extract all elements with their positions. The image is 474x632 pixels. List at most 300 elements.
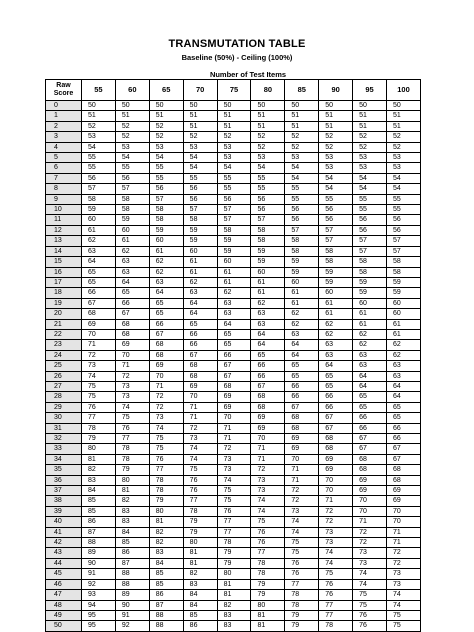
transmuted-grade-cell: 80 bbox=[149, 506, 183, 516]
transmuted-grade-cell: 54 bbox=[285, 163, 319, 173]
transmuted-grade-cell: 57 bbox=[183, 205, 217, 215]
transmuted-grade-cell: 51 bbox=[251, 111, 285, 121]
transmuted-grade-cell: 74 bbox=[115, 402, 149, 412]
transmuted-grade-cell: 76 bbox=[353, 610, 387, 620]
transmuted-grade-cell: 60 bbox=[387, 298, 421, 308]
transmuted-grade-cell: 76 bbox=[251, 527, 285, 537]
raw-score-cell: 7 bbox=[46, 173, 82, 183]
item-count-header: 60 bbox=[115, 80, 149, 101]
transmuted-grade-cell: 74 bbox=[82, 371, 116, 381]
transmuted-grade-cell: 63 bbox=[319, 350, 353, 360]
table-row bbox=[46, 371, 421, 381]
transmuted-grade-cell: 65 bbox=[387, 402, 421, 412]
table-row bbox=[46, 579, 421, 589]
transmuted-grade-cell: 74 bbox=[319, 548, 353, 558]
raw-score-cell: 3 bbox=[46, 132, 82, 142]
raw-score-cell: 42 bbox=[46, 538, 82, 548]
transmuted-grade-cell: 76 bbox=[217, 506, 251, 516]
transmuted-grade-cell: 55 bbox=[217, 184, 251, 194]
transmuted-grade-cell: 69 bbox=[319, 454, 353, 464]
transmuted-grade-cell: 69 bbox=[217, 402, 251, 412]
table-row bbox=[46, 610, 421, 620]
transmuted-grade-cell: 69 bbox=[353, 486, 387, 496]
transmuted-grade-cell: 60 bbox=[82, 215, 116, 225]
transmuted-grade-cell: 59 bbox=[387, 277, 421, 287]
transmuted-grade-cell: 81 bbox=[149, 517, 183, 527]
table-row bbox=[46, 465, 421, 475]
transmuted-grade-cell: 55 bbox=[353, 205, 387, 215]
transmuted-grade-cell: 75 bbox=[149, 444, 183, 454]
transmuted-grade-cell: 74 bbox=[285, 527, 319, 537]
raw-score-cell: 38 bbox=[46, 496, 82, 506]
raw-score-cell: 2 bbox=[46, 121, 82, 131]
transmuted-grade-cell: 51 bbox=[319, 121, 353, 131]
transmuted-grade-cell: 54 bbox=[251, 163, 285, 173]
transmuted-grade-cell: 85 bbox=[183, 610, 217, 620]
transmuted-grade-cell: 51 bbox=[115, 111, 149, 121]
transmuted-grade-cell: 76 bbox=[285, 558, 319, 568]
transmuted-grade-cell: 66 bbox=[251, 371, 285, 381]
transmuted-grade-cell: 68 bbox=[285, 423, 319, 433]
transmuted-grade-cell: 77 bbox=[319, 610, 353, 620]
transmuted-grade-cell: 88 bbox=[115, 579, 149, 589]
transmuted-grade-cell: 66 bbox=[82, 288, 116, 298]
transmuted-grade-cell: 71 bbox=[387, 527, 421, 537]
transmuted-grade-cell: 52 bbox=[319, 132, 353, 142]
transmuted-grade-cell: 75 bbox=[149, 434, 183, 444]
transmuted-grade-cell: 63 bbox=[319, 340, 353, 350]
transmuted-grade-cell: 75 bbox=[82, 392, 116, 402]
transmuted-grade-cell: 68 bbox=[387, 465, 421, 475]
transmuted-grade-cell: 67 bbox=[115, 309, 149, 319]
transmuted-grade-cell: 72 bbox=[217, 444, 251, 454]
transmuted-grade-cell: 62 bbox=[183, 277, 217, 287]
transmuted-grade-cell: 57 bbox=[115, 184, 149, 194]
transmuted-grade-cell: 63 bbox=[353, 361, 387, 371]
transmuted-grade-cell: 81 bbox=[217, 579, 251, 589]
table-row bbox=[46, 153, 421, 163]
transmuted-grade-cell: 75 bbox=[387, 610, 421, 620]
transmuted-grade-cell: 68 bbox=[183, 371, 217, 381]
raw-score-cell: 4 bbox=[46, 142, 82, 152]
transmuted-grade-cell: 57 bbox=[387, 246, 421, 256]
transmuted-grade-cell: 70 bbox=[251, 434, 285, 444]
transmuted-grade-cell: 78 bbox=[115, 454, 149, 464]
transmuted-grade-cell: 60 bbox=[387, 309, 421, 319]
transmuted-grade-cell: 62 bbox=[387, 340, 421, 350]
transmuted-grade-cell: 78 bbox=[149, 486, 183, 496]
transmuted-grade-cell: 52 bbox=[115, 132, 149, 142]
transmuted-grade-cell: 64 bbox=[285, 340, 319, 350]
table-row bbox=[46, 246, 421, 256]
transmuted-grade-cell: 64 bbox=[217, 319, 251, 329]
transmuted-grade-cell: 53 bbox=[183, 142, 217, 152]
transmuted-grade-cell: 81 bbox=[115, 486, 149, 496]
table-row bbox=[46, 121, 421, 131]
transmuted-grade-cell: 88 bbox=[149, 621, 183, 631]
transmuted-grade-cell: 62 bbox=[353, 329, 387, 339]
raw-score-cell: 6 bbox=[46, 163, 82, 173]
transmuted-grade-cell: 68 bbox=[387, 475, 421, 485]
transmuted-grade-cell: 67 bbox=[217, 371, 251, 381]
raw-score-cell: 26 bbox=[46, 371, 82, 381]
transmuted-grade-cell: 84 bbox=[149, 558, 183, 568]
table-row bbox=[46, 381, 421, 391]
transmuted-grade-cell: 56 bbox=[149, 184, 183, 194]
transmuted-grade-cell: 76 bbox=[115, 423, 149, 433]
table-row bbox=[46, 413, 421, 423]
table-row bbox=[46, 590, 421, 600]
transmuted-grade-cell: 62 bbox=[149, 257, 183, 267]
transmuted-grade-cell: 72 bbox=[319, 517, 353, 527]
transmuted-grade-cell: 69 bbox=[251, 413, 285, 423]
transmuted-grade-cell: 63 bbox=[149, 277, 183, 287]
transmuted-grade-cell: 79 bbox=[115, 465, 149, 475]
transmuted-grade-cell: 71 bbox=[387, 538, 421, 548]
table-row bbox=[46, 486, 421, 496]
raw-score-cell: 25 bbox=[46, 361, 82, 371]
transmuted-grade-cell: 69 bbox=[149, 361, 183, 371]
transmuted-grade-cell: 70 bbox=[149, 371, 183, 381]
transmuted-grade-cell: 69 bbox=[285, 434, 319, 444]
transmuted-grade-cell: 78 bbox=[82, 423, 116, 433]
transmuted-grade-cell: 74 bbox=[217, 475, 251, 485]
transmuted-grade-cell: 85 bbox=[115, 538, 149, 548]
transmuted-grade-cell: 66 bbox=[353, 423, 387, 433]
transmuted-grade-cell: 61 bbox=[183, 257, 217, 267]
transmuted-grade-cell: 90 bbox=[115, 600, 149, 610]
transmuted-grade-cell: 56 bbox=[115, 173, 149, 183]
transmuted-grade-cell: 55 bbox=[251, 173, 285, 183]
transmuted-grade-cell: 63 bbox=[251, 309, 285, 319]
transmuted-grade-cell: 51 bbox=[82, 111, 116, 121]
raw-score-cell: 24 bbox=[46, 350, 82, 360]
transmuted-grade-cell: 72 bbox=[285, 486, 319, 496]
transmuted-grade-cell: 76 bbox=[319, 579, 353, 589]
transmuted-grade-cell: 66 bbox=[319, 392, 353, 402]
transmuted-grade-cell: 69 bbox=[115, 340, 149, 350]
transmuted-grade-cell: 70 bbox=[387, 517, 421, 527]
transmuted-grade-cell: 59 bbox=[353, 277, 387, 287]
transmuted-grade-cell: 75 bbox=[387, 621, 421, 631]
transmuted-grade-cell: 75 bbox=[285, 548, 319, 558]
table-row bbox=[46, 558, 421, 568]
transmuted-grade-cell: 73 bbox=[285, 506, 319, 516]
transmuted-grade-cell: 72 bbox=[82, 350, 116, 360]
table-row bbox=[46, 288, 421, 298]
transmuted-grade-cell: 51 bbox=[183, 111, 217, 121]
transmuted-grade-cell: 85 bbox=[82, 506, 116, 516]
transmuted-grade-cell: 75 bbox=[82, 381, 116, 391]
transmuted-grade-cell: 68 bbox=[353, 454, 387, 464]
raw-score-cell: 23 bbox=[46, 340, 82, 350]
table-row bbox=[46, 434, 421, 444]
transmuted-grade-cell: 82 bbox=[115, 496, 149, 506]
raw-score-cell: 48 bbox=[46, 600, 82, 610]
transmuted-grade-cell: 75 bbox=[319, 569, 353, 579]
transmuted-grade-cell: 72 bbox=[183, 423, 217, 433]
transmuted-grade-cell: 73 bbox=[115, 392, 149, 402]
transmuted-grade-cell: 56 bbox=[217, 194, 251, 204]
raw-score-cell: 9 bbox=[46, 194, 82, 204]
transmuted-grade-cell: 55 bbox=[353, 194, 387, 204]
transmuted-grade-cell: 61 bbox=[217, 267, 251, 277]
transmuted-grade-cell: 60 bbox=[217, 257, 251, 267]
transmuted-grade-cell: 73 bbox=[353, 558, 387, 568]
transmuted-grade-cell: 52 bbox=[285, 142, 319, 152]
raw-score-cell: 47 bbox=[46, 590, 82, 600]
table-row bbox=[46, 215, 421, 225]
transmuted-grade-cell: 56 bbox=[251, 205, 285, 215]
transmuted-grade-cell: 84 bbox=[183, 600, 217, 610]
transmuted-grade-cell: 65 bbox=[149, 298, 183, 308]
transmuted-grade-cell: 59 bbox=[285, 257, 319, 267]
transmuted-grade-cell: 56 bbox=[353, 225, 387, 235]
table-row bbox=[46, 329, 421, 339]
transmuted-grade-cell: 50 bbox=[183, 101, 217, 111]
transmuted-grade-cell: 53 bbox=[217, 142, 251, 152]
item-count-header: 95 bbox=[353, 80, 387, 101]
table-row bbox=[46, 454, 421, 464]
transmuted-grade-cell: 60 bbox=[285, 277, 319, 287]
transmuted-grade-cell: 82 bbox=[149, 538, 183, 548]
transmuted-grade-cell: 78 bbox=[115, 444, 149, 454]
transmuted-grade-cell: 63 bbox=[115, 267, 149, 277]
transmuted-grade-cell: 62 bbox=[149, 267, 183, 277]
transmuted-grade-cell: 56 bbox=[285, 205, 319, 215]
transmuted-grade-cell: 61 bbox=[285, 298, 319, 308]
transmuted-grade-cell: 78 bbox=[285, 590, 319, 600]
transmuted-grade-cell: 84 bbox=[115, 527, 149, 537]
transmuted-grade-cell: 56 bbox=[319, 205, 353, 215]
transmuted-grade-cell: 55 bbox=[115, 163, 149, 173]
raw-score-cell: 1 bbox=[46, 111, 82, 121]
transmuted-grade-cell: 72 bbox=[387, 548, 421, 558]
transmuted-grade-cell: 71 bbox=[285, 475, 319, 485]
transmuted-grade-cell: 87 bbox=[82, 527, 116, 537]
transmuted-grade-cell: 57 bbox=[387, 236, 421, 246]
transmuted-grade-cell: 61 bbox=[387, 319, 421, 329]
document-title: TRANSMUTATION TABLE bbox=[168, 38, 306, 50]
transmuted-grade-cell: 74 bbox=[387, 590, 421, 600]
transmuted-grade-cell: 81 bbox=[183, 558, 217, 568]
transmuted-grade-cell: 61 bbox=[115, 236, 149, 246]
transmuted-grade-cell: 91 bbox=[115, 610, 149, 620]
raw-score-cell: 40 bbox=[46, 517, 82, 527]
transmuted-grade-cell: 66 bbox=[217, 350, 251, 360]
transmuted-grade-cell: 70 bbox=[387, 506, 421, 516]
transmuted-grade-cell: 67 bbox=[387, 454, 421, 464]
transmuted-grade-cell: 78 bbox=[285, 600, 319, 610]
transmuted-grade-cell: 65 bbox=[217, 340, 251, 350]
transmuted-grade-cell: 69 bbox=[387, 486, 421, 496]
transmuted-grade-cell: 69 bbox=[251, 423, 285, 433]
transmuted-grade-cell: 77 bbox=[319, 600, 353, 610]
transmuted-grade-cell: 76 bbox=[149, 454, 183, 464]
transmuted-grade-cell: 80 bbox=[115, 475, 149, 485]
transmuted-grade-cell: 57 bbox=[319, 225, 353, 235]
transmuted-grade-cell: 53 bbox=[387, 153, 421, 163]
transmuted-grade-cell: 58 bbox=[251, 236, 285, 246]
transmuted-grade-cell: 57 bbox=[251, 215, 285, 225]
table-row bbox=[46, 205, 421, 215]
transmuted-grade-cell: 54 bbox=[353, 184, 387, 194]
transmuted-grade-cell: 51 bbox=[217, 121, 251, 131]
transmuted-grade-cell: 64 bbox=[149, 288, 183, 298]
transmuted-grade-cell: 55 bbox=[82, 163, 116, 173]
raw-score-cell: 15 bbox=[46, 257, 82, 267]
transmuted-grade-cell: 58 bbox=[149, 215, 183, 225]
table-row bbox=[46, 402, 421, 412]
transmuted-grade-cell: 68 bbox=[319, 444, 353, 454]
transmuted-grade-cell: 57 bbox=[319, 236, 353, 246]
transmuted-grade-cell: 75 bbox=[115, 413, 149, 423]
raw-score-cell: 0 bbox=[46, 101, 82, 111]
transmuted-grade-cell: 71 bbox=[319, 496, 353, 506]
transmuted-grade-cell: 76 bbox=[251, 538, 285, 548]
raw-score-cell: 37 bbox=[46, 486, 82, 496]
transmuted-grade-cell: 62 bbox=[319, 319, 353, 329]
item-count-header: 85 bbox=[285, 80, 319, 101]
transmuted-grade-cell: 66 bbox=[353, 413, 387, 423]
raw-score-cell: 31 bbox=[46, 423, 82, 433]
table-row bbox=[46, 392, 421, 402]
transmuted-grade-cell: 63 bbox=[387, 361, 421, 371]
transmuted-grade-cell: 51 bbox=[387, 111, 421, 121]
transmuted-grade-cell: 70 bbox=[319, 486, 353, 496]
raw-score-cell: 12 bbox=[46, 225, 82, 235]
transmuted-grade-cell: 73 bbox=[387, 579, 421, 589]
transmuted-grade-cell: 53 bbox=[285, 153, 319, 163]
transmuted-grade-cell: 61 bbox=[387, 329, 421, 339]
table-row bbox=[46, 194, 421, 204]
transmuted-grade-cell: 79 bbox=[149, 496, 183, 506]
transmuted-grade-cell: 79 bbox=[285, 610, 319, 620]
transmuted-grade-cell: 62 bbox=[387, 350, 421, 360]
transmuted-grade-cell: 55 bbox=[183, 173, 217, 183]
transmuted-grade-cell: 59 bbox=[285, 267, 319, 277]
raw-score-cell: 16 bbox=[46, 267, 82, 277]
raw-score-cell: 14 bbox=[46, 246, 82, 256]
transmuted-grade-cell: 65 bbox=[82, 267, 116, 277]
raw-score-cell: 32 bbox=[46, 434, 82, 444]
transmuted-grade-cell: 81 bbox=[251, 610, 285, 620]
transmuted-grade-cell: 75 bbox=[217, 486, 251, 496]
transmuted-grade-cell: 50 bbox=[149, 101, 183, 111]
transmuted-grade-cell: 79 bbox=[183, 517, 217, 527]
transmuted-grade-cell: 69 bbox=[319, 465, 353, 475]
transmuted-grade-cell: 55 bbox=[217, 173, 251, 183]
transmuted-grade-cell: 73 bbox=[115, 381, 149, 391]
transmuted-grade-cell: 56 bbox=[183, 184, 217, 194]
transmuted-grade-cell: 78 bbox=[183, 506, 217, 516]
transmuted-grade-cell: 61 bbox=[285, 288, 319, 298]
transmuted-grade-cell: 82 bbox=[183, 569, 217, 579]
table-row bbox=[46, 142, 421, 152]
transmuted-grade-cell: 62 bbox=[319, 329, 353, 339]
raw-score-cell: 17 bbox=[46, 277, 82, 287]
transmuted-grade-cell: 56 bbox=[285, 215, 319, 225]
transmuted-grade-cell: 75 bbox=[183, 465, 217, 475]
transmuted-grade-cell: 67 bbox=[319, 413, 353, 423]
transmuted-grade-cell: 58 bbox=[353, 267, 387, 277]
transmuted-grade-cell: 58 bbox=[285, 236, 319, 246]
transmuted-grade-cell: 59 bbox=[115, 215, 149, 225]
transmuted-grade-cell: 68 bbox=[183, 361, 217, 371]
transmuted-grade-cell: 59 bbox=[319, 277, 353, 287]
transmuted-grade-cell: 60 bbox=[319, 288, 353, 298]
transmuted-grade-cell: 51 bbox=[319, 111, 353, 121]
table-row bbox=[46, 350, 421, 360]
table-row bbox=[46, 132, 421, 142]
transmuted-grade-cell: 50 bbox=[115, 101, 149, 111]
raw-score-cell: 28 bbox=[46, 392, 82, 402]
transmuted-grade-cell: 74 bbox=[149, 423, 183, 433]
transmuted-grade-cell: 58 bbox=[251, 225, 285, 235]
transmuted-grade-cell: 78 bbox=[149, 475, 183, 485]
transmuted-grade-cell: 77 bbox=[115, 434, 149, 444]
transmuted-grade-cell: 71 bbox=[251, 454, 285, 464]
table-row bbox=[46, 517, 421, 527]
transmuted-grade-cell: 76 bbox=[319, 590, 353, 600]
transmuted-grade-cell: 64 bbox=[387, 381, 421, 391]
transmuted-grade-cell: 50 bbox=[319, 101, 353, 111]
raw-score-cell: 36 bbox=[46, 475, 82, 485]
transmuted-grade-cell: 83 bbox=[115, 517, 149, 527]
raw-score-cell: 41 bbox=[46, 527, 82, 537]
transmuted-grade-cell: 71 bbox=[251, 444, 285, 454]
transmuted-grade-cell: 74 bbox=[251, 506, 285, 516]
transmuted-grade-cell: 53 bbox=[319, 153, 353, 163]
transmuted-grade-cell: 71 bbox=[183, 413, 217, 423]
transmuted-grade-cell: 77 bbox=[82, 413, 116, 423]
transmuted-grade-cell: 61 bbox=[183, 267, 217, 277]
transmuted-grade-cell: 79 bbox=[251, 590, 285, 600]
raw-score-cell: 33 bbox=[46, 444, 82, 454]
transmuted-grade-cell: 67 bbox=[285, 402, 319, 412]
transmuted-grade-cell: 72 bbox=[353, 538, 387, 548]
transmuted-grade-cell: 51 bbox=[217, 111, 251, 121]
transmuted-grade-cell: 93 bbox=[82, 590, 116, 600]
transmuted-grade-cell: 58 bbox=[115, 194, 149, 204]
item-count-header: 90 bbox=[319, 80, 353, 101]
transmuted-grade-cell: 72 bbox=[251, 465, 285, 475]
transmuted-grade-cell: 74 bbox=[387, 600, 421, 610]
transmuted-grade-cell: 80 bbox=[217, 569, 251, 579]
transmuted-grade-cell: 67 bbox=[149, 329, 183, 339]
transmutation-table bbox=[45, 79, 421, 632]
raw-score-cell: 35 bbox=[46, 465, 82, 475]
transmuted-grade-cell: 90 bbox=[82, 558, 116, 568]
transmuted-grade-cell: 52 bbox=[319, 142, 353, 152]
transmuted-grade-cell: 78 bbox=[319, 621, 353, 631]
transmuted-grade-cell: 56 bbox=[387, 215, 421, 225]
transmuted-grade-cell: 79 bbox=[82, 434, 116, 444]
transmuted-grade-cell: 77 bbox=[149, 465, 183, 475]
transmuted-grade-cell: 74 bbox=[353, 579, 387, 589]
transmuted-grade-cell: 55 bbox=[319, 194, 353, 204]
transmuted-grade-cell: 60 bbox=[183, 246, 217, 256]
transmuted-grade-cell: 73 bbox=[251, 475, 285, 485]
transmuted-grade-cell: 52 bbox=[149, 132, 183, 142]
transmuted-grade-cell: 74 bbox=[183, 454, 217, 464]
raw-score-cell: 27 bbox=[46, 381, 82, 391]
transmuted-grade-cell: 74 bbox=[251, 496, 285, 506]
transmuted-grade-cell: 51 bbox=[285, 111, 319, 121]
transmuted-grade-cell: 53 bbox=[353, 163, 387, 173]
transmuted-grade-cell: 64 bbox=[353, 381, 387, 391]
transmuted-grade-cell: 64 bbox=[319, 361, 353, 371]
